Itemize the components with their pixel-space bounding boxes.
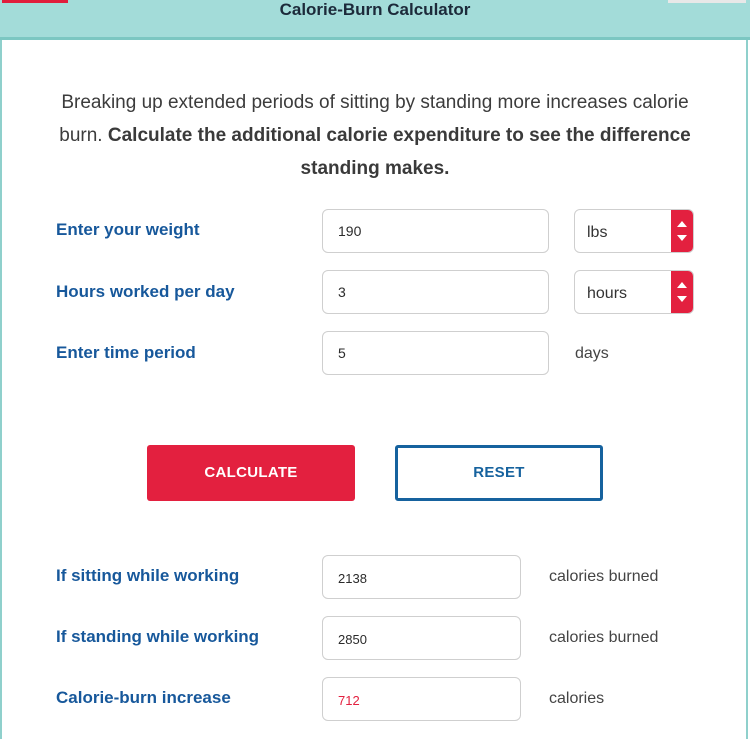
hours-input[interactable]: 3: [322, 270, 549, 314]
hours-unit-value: hours: [587, 285, 628, 302]
sitting-result: 2138: [322, 555, 521, 599]
standing-result: 2850: [322, 616, 521, 660]
intro-plain: Breaking up extended periods of sitting by standing more increases calorie burn.: [59, 92, 689, 146]
standing-unit: calories burned: [549, 629, 659, 646]
intro-bold: Calculate the additional calorie expenditure to see the difference standing makes.: [107, 125, 691, 179]
period-label: Enter time period: [56, 343, 196, 362]
sitting-unit: calories burned: [549, 568, 659, 585]
hours-label: Hours worked per day: [56, 282, 235, 301]
header-bar: [0, 0, 750, 40]
chevron-up-icon[interactable]: [677, 282, 687, 288]
calculate-button[interactable]: CALCULATE: [147, 445, 355, 501]
chevron-down-icon[interactable]: [677, 235, 687, 241]
weight-input[interactable]: 190: [322, 209, 549, 253]
increase-unit: calories: [549, 690, 605, 707]
weight-unit-select[interactable]: [574, 209, 694, 253]
weight-label: Enter your weight: [56, 220, 200, 239]
period-unit: days: [575, 345, 609, 362]
chevron-up-icon[interactable]: [677, 221, 687, 227]
weight-unit-spinner[interactable]: [671, 210, 693, 252]
increase-result: 712: [322, 677, 521, 721]
chevron-down-icon[interactable]: [677, 296, 687, 302]
hours-unit-select[interactable]: [574, 270, 694, 314]
hours-unit-spinner[interactable]: [671, 271, 693, 313]
reset-button[interactable]: RESET: [395, 445, 603, 501]
sitting-label: If sitting while working: [56, 566, 240, 585]
weight-unit-value: lbs: [587, 224, 608, 241]
standing-label: If standing while working: [56, 627, 260, 646]
page-title: Calorie-Burn Calculator: [279, 0, 471, 19]
intro-text: [40, 86, 710, 185]
increase-label: Calorie-burn increase: [56, 688, 231, 707]
period-input[interactable]: 5: [322, 331, 549, 375]
